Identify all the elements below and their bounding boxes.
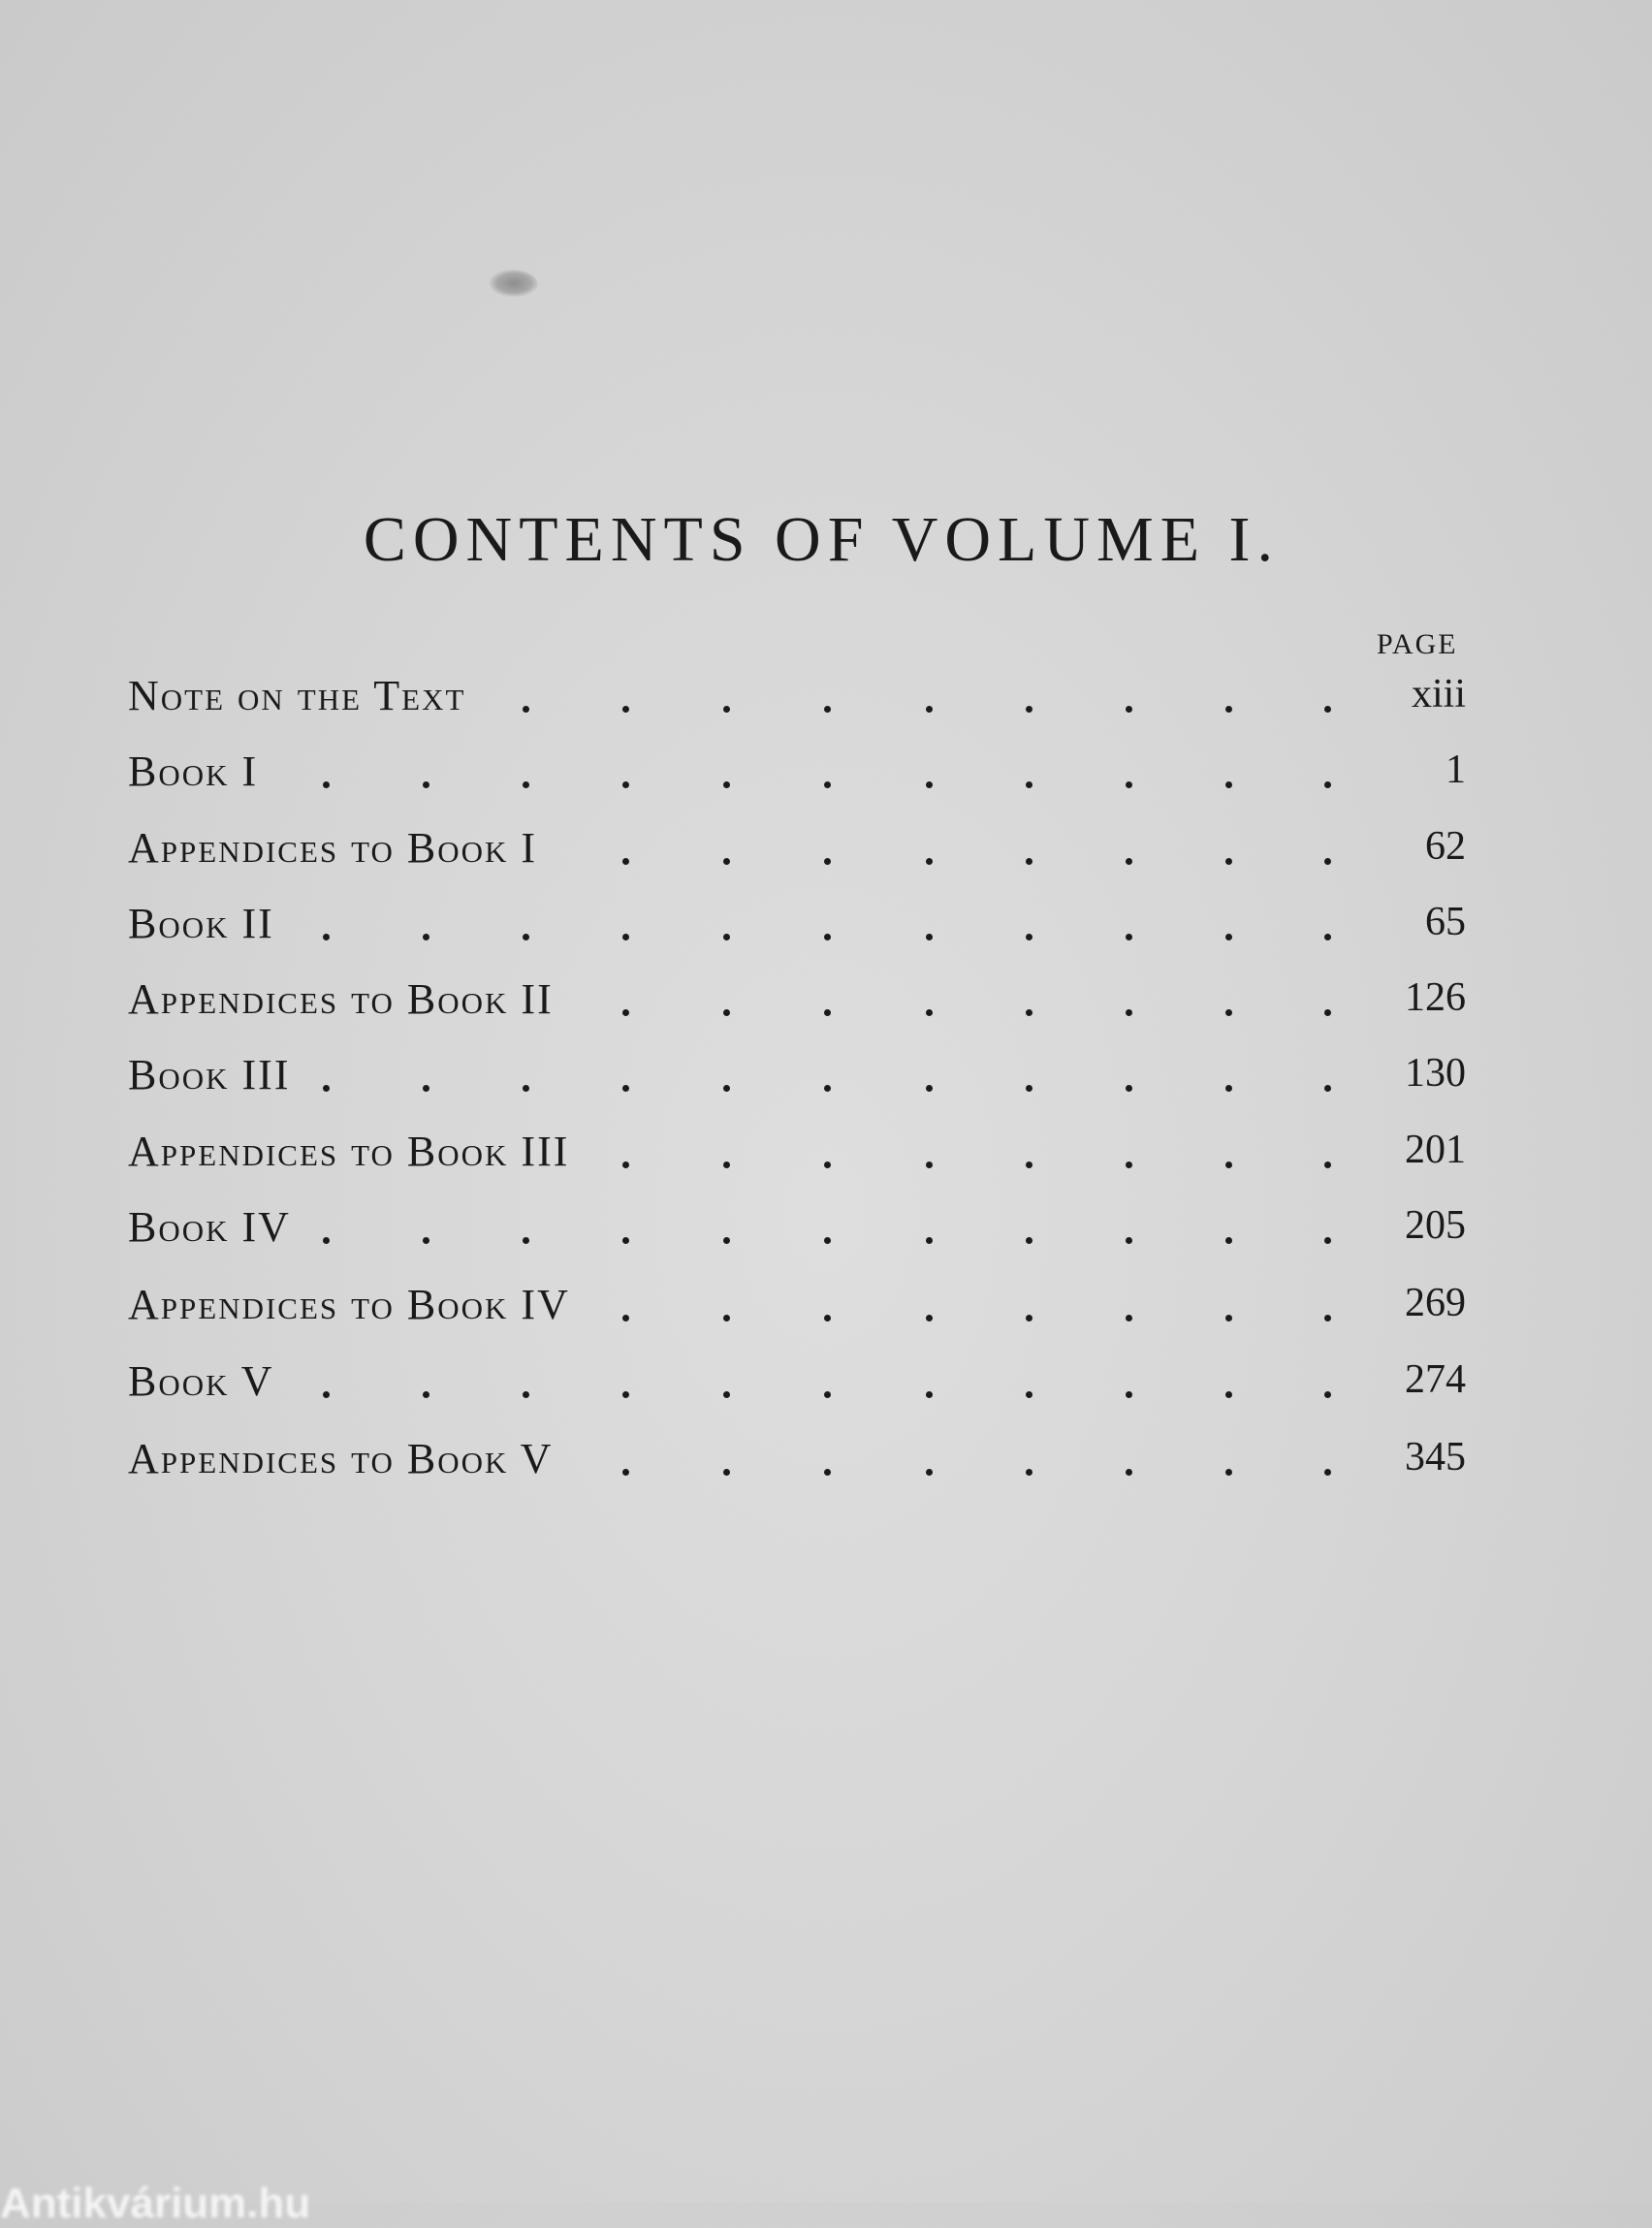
toc-entry [128, 671, 1466, 729]
dot-leader [523, 1085, 529, 1092]
toc-entry-page: 126 [1405, 975, 1466, 1020]
dot-leader [1324, 1469, 1331, 1476]
dot-leader [926, 858, 933, 865]
dot-leader [622, 781, 629, 788]
dot-leader [824, 934, 831, 940]
dot-leader [1126, 1469, 1132, 1476]
dot-leader [1126, 934, 1132, 940]
dot-leader [1026, 781, 1032, 788]
dot-leader [1225, 1315, 1232, 1321]
dot-leader [1324, 1162, 1331, 1168]
toc-entry-page: 65 [1425, 900, 1466, 944]
dot-leader [824, 1085, 831, 1092]
dot-leader [423, 1237, 429, 1244]
toc-entry-label: Appendices to Book V [128, 1435, 554, 1482]
dot-leader [622, 858, 629, 865]
watermark: Antikvárium.hu [0, 2180, 311, 2227]
dot-leader [622, 1237, 629, 1244]
dot-leader [523, 1391, 529, 1398]
dot-leader [1126, 1391, 1132, 1398]
toc-entry [128, 899, 1466, 957]
toc-entry-label: Appendices to Book IV [128, 1281, 570, 1328]
dot-leader [323, 1391, 330, 1398]
toc-entry-page: 62 [1425, 824, 1466, 869]
toc-entry [128, 823, 1466, 881]
toc-entry-page: 1 [1446, 748, 1466, 792]
dot-leader [1225, 858, 1232, 865]
toc-entry-label: Appendices to Book I [128, 824, 538, 872]
dot-leader [1324, 1391, 1331, 1398]
toc-entry-page: 269 [1405, 1281, 1466, 1325]
dot-leader [1225, 1237, 1232, 1244]
dot-leader [622, 706, 629, 713]
toc-entry [128, 974, 1466, 1033]
dot-leader [926, 1009, 933, 1016]
dot-leader [926, 781, 933, 788]
dot-leader [1126, 706, 1132, 713]
dot-leader [723, 1315, 730, 1321]
dot-leader [926, 1237, 933, 1244]
dot-leader [824, 1237, 831, 1244]
toc-entry-label: Book IV [128, 1203, 291, 1251]
dot-leader [323, 1237, 330, 1244]
toc-entry-page: 201 [1405, 1128, 1466, 1172]
toc-entry-label: Appendices to Book III [128, 1128, 570, 1175]
dot-leader [723, 1391, 730, 1398]
dot-leader [926, 934, 933, 940]
dot-leader [1026, 1162, 1032, 1168]
toc-entry-label: Appendices to Book II [128, 975, 554, 1023]
toc-entry [128, 1280, 1466, 1338]
dot-leader [1324, 706, 1331, 713]
dot-leader [723, 1237, 730, 1244]
page-title: CONTENTS OF VOLUME I. [363, 504, 1280, 576]
dot-leader [1126, 858, 1132, 865]
dot-leader [1225, 706, 1232, 713]
dot-leader [1126, 1237, 1132, 1244]
dot-leader [723, 1009, 730, 1016]
dot-leader [1324, 781, 1331, 788]
toc-entry [128, 1127, 1466, 1185]
toc-entry-page: 205 [1405, 1203, 1466, 1248]
dot-leader [1324, 1009, 1331, 1016]
dot-leader [1126, 1162, 1132, 1168]
dot-leader [1026, 1391, 1032, 1398]
dot-leader [523, 1237, 529, 1244]
dot-leader [926, 1085, 933, 1092]
dot-leader [1126, 1085, 1132, 1092]
dot-leader [423, 934, 429, 940]
dot-leader [824, 1162, 831, 1168]
dot-leader [622, 1469, 629, 1476]
dot-leader [1026, 706, 1032, 713]
toc-entry-page: 130 [1405, 1051, 1466, 1096]
dot-leader [523, 706, 529, 713]
dot-leader [926, 1469, 933, 1476]
dot-leader [1126, 1009, 1132, 1016]
dot-leader [723, 781, 730, 788]
dot-leader [622, 1391, 629, 1398]
dot-leader [323, 781, 330, 788]
dot-leader [926, 1391, 933, 1398]
ink-smudge [490, 270, 538, 297]
dot-leader [1026, 1469, 1032, 1476]
dot-leader [423, 781, 429, 788]
toc-entry-label: Book V [128, 1357, 274, 1405]
dot-leader [824, 1315, 831, 1321]
dot-leader [622, 1009, 629, 1016]
dot-leader [926, 706, 933, 713]
dot-leader [622, 1315, 629, 1321]
dot-leader [1026, 1009, 1032, 1016]
toc-entry [128, 747, 1466, 805]
dot-leader [1225, 1085, 1232, 1092]
dot-leader [1026, 1237, 1032, 1244]
toc-entry-page: 345 [1405, 1435, 1466, 1480]
dot-leader [1126, 781, 1132, 788]
dot-leader [1324, 1237, 1331, 1244]
dot-leader [1225, 1162, 1232, 1168]
toc-entry [128, 1050, 1466, 1108]
dot-leader [824, 858, 831, 865]
dot-leader [824, 1391, 831, 1398]
dot-leader [1225, 1391, 1232, 1398]
dot-leader [1324, 858, 1331, 865]
dot-leader [723, 706, 730, 713]
dot-leader [1225, 781, 1232, 788]
toc-entry [128, 1202, 1466, 1260]
dot-leader [1324, 1085, 1331, 1092]
dot-leader [824, 1469, 831, 1476]
dot-leader [1225, 934, 1232, 940]
dot-leader [723, 858, 730, 865]
dot-leader [1026, 1085, 1032, 1092]
toc-entry [128, 1434, 1466, 1492]
dot-leader [423, 1085, 429, 1092]
dot-leader [523, 781, 529, 788]
toc-entry-label: Book I [128, 748, 259, 795]
toc-entry-page: xiii [1411, 672, 1466, 716]
dot-leader [926, 1315, 933, 1321]
dot-leader [1225, 1469, 1232, 1476]
dot-leader [423, 1391, 429, 1398]
dot-leader [1225, 1009, 1232, 1016]
dot-leader [622, 1085, 629, 1092]
dot-leader [1026, 1315, 1032, 1321]
dot-leader [926, 1162, 933, 1168]
toc-entry-label: Note on the Text [128, 672, 466, 719]
dot-leader [523, 934, 529, 940]
dot-leader [323, 934, 330, 940]
toc-entry-label: Book II [128, 900, 274, 947]
dot-leader [824, 781, 831, 788]
dot-leader [723, 1162, 730, 1168]
dot-leader [723, 934, 730, 940]
dot-leader [824, 1009, 831, 1016]
dot-leader [1324, 1315, 1331, 1321]
dot-leader [1026, 858, 1032, 865]
dot-leader [1026, 934, 1032, 940]
dot-leader [723, 1469, 730, 1476]
dot-leader [723, 1085, 730, 1092]
toc-entry-label: Book III [128, 1051, 291, 1098]
dot-leader [1126, 1315, 1132, 1321]
dot-leader [824, 706, 831, 713]
toc-entry-page: 274 [1405, 1357, 1466, 1402]
dot-leader [622, 934, 629, 940]
dot-leader [622, 1162, 629, 1168]
page-column-header: PAGE [1377, 628, 1458, 660]
dot-leader [1324, 934, 1331, 940]
toc-entry [128, 1356, 1466, 1415]
dot-leader [323, 1085, 330, 1092]
